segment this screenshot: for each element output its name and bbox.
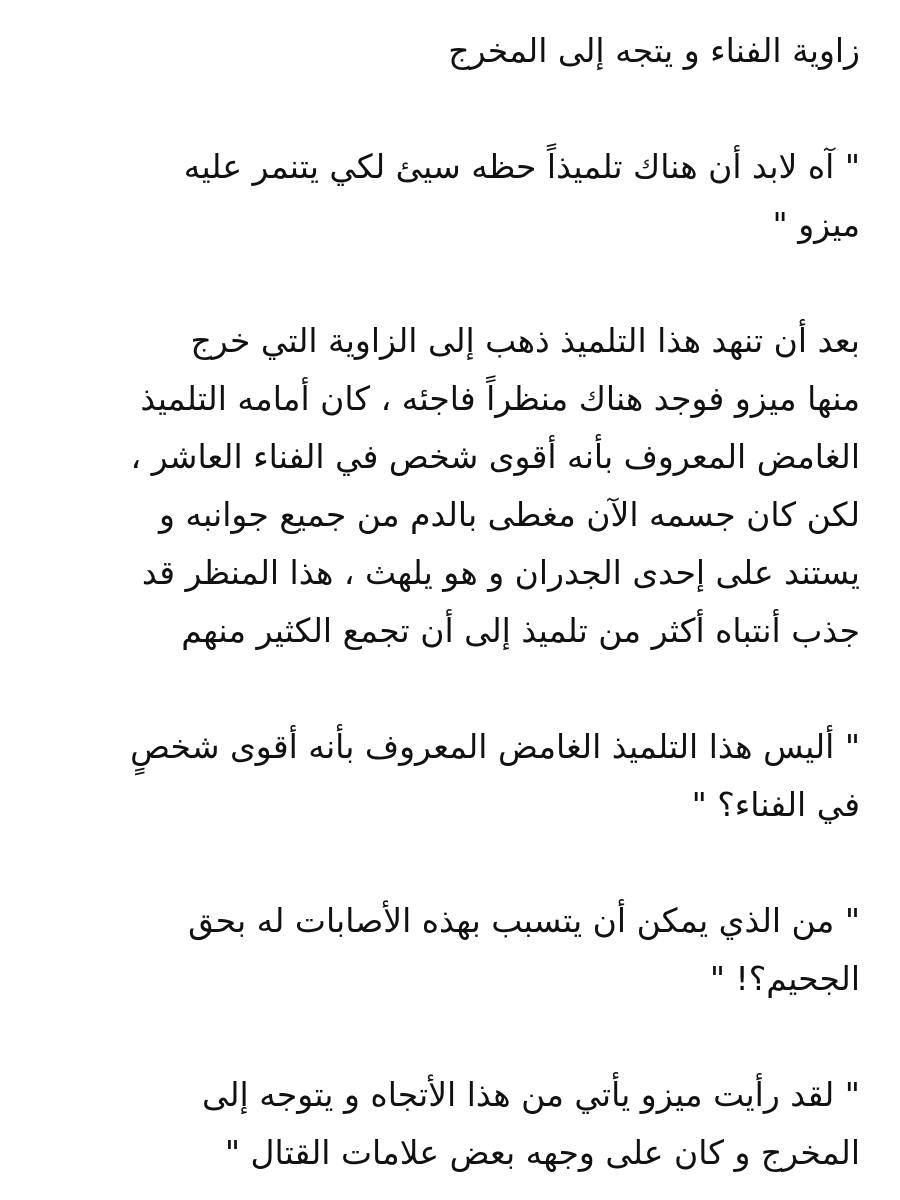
text-line: بعد أن تنهد هذا التلميذ ذهب إلى الزاوية التي خرج bbox=[190, 321, 860, 360]
paragraph-dialogue-2 bbox=[40, 718, 860, 834]
paragraph-dialogue-1 bbox=[40, 138, 860, 254]
text-line: لكن كان جسمه الآن مغطى بالدم من جميع جوانبه و bbox=[158, 495, 860, 534]
paragraph-dialogue-3 bbox=[40, 892, 860, 1008]
text-line: " آه لابد أن هناك تلميذاً حظه سيئ لكي يتنمر عليه bbox=[183, 147, 860, 186]
text-line: " أليس هذا التلميذ الغامض المعروف بأنه أقوى شخصٍ bbox=[130, 727, 860, 766]
text-line: " لقد رأيت ميزو يأتي من هذا الأتجاه و يتوجه إلى bbox=[201, 1075, 860, 1114]
text-line: الجحيم؟! " bbox=[709, 959, 860, 998]
text-line: جذب أنتباه أكثر من تلميذ إلى أن تجمع الكثير منهم bbox=[181, 611, 860, 650]
paragraph-dialogue-4 bbox=[40, 1066, 860, 1182]
text-line: الغامض المعروف بأنه أقوى شخص في الفناء العاشر ، bbox=[130, 437, 860, 476]
text-line: منها ميزو فوجد هناك منظراً فاجئه ، كان أمامه التلميذ bbox=[140, 379, 860, 418]
text-line: المخرج و كان على وجهه بعض علامات القتال " bbox=[224, 1133, 860, 1172]
paragraph-intro bbox=[40, 22, 860, 80]
paragraph-narration bbox=[40, 312, 860, 660]
text-line: زاوية الفناء و يتجه إلى المخرج bbox=[448, 31, 860, 70]
text-line: " من الذي يمكن أن يتسبب بهذه الأصابات له بحق bbox=[188, 901, 860, 940]
text-line: يستند على إحدى الجدران و هو يلهث ، هذا المنظر قد bbox=[141, 553, 860, 592]
text-line: في الفناء؟ " bbox=[691, 785, 860, 824]
text-line: ميزو " bbox=[772, 205, 860, 244]
